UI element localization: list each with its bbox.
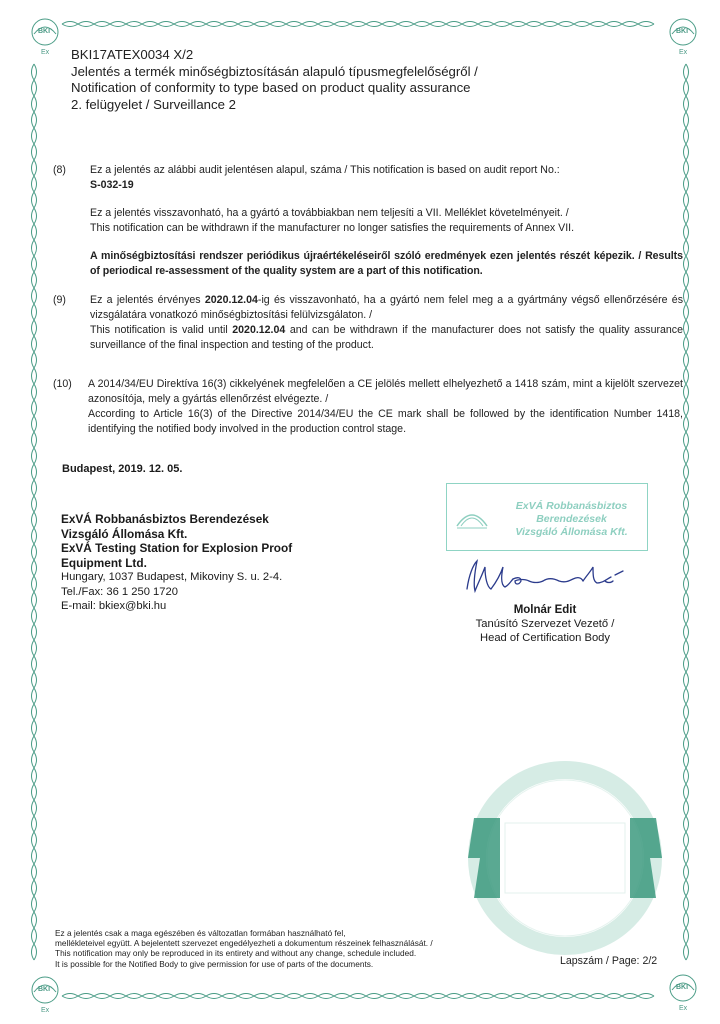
org-name-hu-1: ExVÁ Robbanásbiztos Berendezések [61, 512, 269, 526]
validity-hungarian-post: -ig és visszavonható, ha a gyártó nem felel meg a a gyártmány végső ellenőrzésére és vizsgálatára vonatkozó minőségbiztosítási felülvizsgálaton. / [90, 294, 683, 321]
svg-text:BKI: BKI [38, 986, 51, 993]
svg-text:BKI: BKI [676, 984, 689, 991]
footer-line-1: Ez a jelentés csak a maga egészében és változatlan formában használható fel, [55, 928, 346, 938]
signer-role-en: Head of Certification Body [480, 632, 610, 644]
title-hungarian: Jelentés a termék minőségbiztosításán alapuló típusmegfelelőségről / [71, 63, 478, 79]
svg-text:Ex: Ex [41, 1007, 50, 1014]
section-8 [53, 163, 683, 279]
stamp-logo-icon [453, 504, 491, 532]
org-name-en-1: ExVÁ Testing Station for Explosion Proof [61, 541, 293, 555]
validity-hungarian-pre: Ez a jelentés érvényes [90, 294, 205, 306]
audit-report-number: S-032-19 [90, 179, 134, 191]
section-10 [53, 377, 683, 437]
org-address: Hungary, 1037 Budapest, Mikoviny S. u. 2-4. [61, 571, 283, 583]
surveillance-label: 2. felügyelet / Surveillance 2 [71, 96, 236, 112]
company-stamp [446, 483, 648, 551]
audit-report-line: Ez a jelentés az alábbi audit jelentésen alapul, száma / This notification is based on audit report No.: [90, 164, 560, 176]
page-number: Lapszám / Page: 2/2 [560, 955, 658, 967]
svg-text:BKI: BKI [676, 28, 689, 35]
signer-role-hu: Tanúsító Szervezet Vezető / [475, 618, 615, 630]
stamp-line-1: ExVÁ Robbanásbiztos [515, 500, 628, 512]
section-number: (9) [53, 294, 66, 306]
corner-logo-bottom-right [670, 975, 696, 1012]
footer-line-2: mellékleteivel együtt. A bejelentett szervezet engedélyezheti a dokumentum részeinek felhasználását. / [55, 938, 433, 949]
stamp-line-2: Berendezések [536, 513, 607, 525]
validity-date: 2020.12.04 [204, 294, 258, 306]
svg-text:Ex: Ex [41, 49, 50, 56]
org-name-hu-2: Vizsgáló Állomása Kft. [61, 526, 188, 541]
corner-logo-bottom-left [32, 977, 58, 1014]
section-number: (10) [53, 378, 72, 390]
handwritten-signature [455, 553, 630, 601]
signer-name: Molnár Edit [513, 604, 577, 616]
svg-text:BKI: BKI [38, 28, 51, 35]
document-id: BKI17ATEX0034 X/2 [71, 47, 194, 62]
validity-english-pre: This notification is valid until [90, 324, 233, 336]
section-number: (8) [53, 164, 66, 176]
seal-ribbon-graphic [468, 770, 662, 946]
validity-english-post: and can be withdrawn if the manufacturer does not satisfy the quality assurance surveillance of the final inspection and testing of the product. [90, 324, 683, 351]
document-header [71, 47, 478, 113]
svg-text:Ex: Ex [679, 49, 688, 56]
corner-logo-top-right [670, 19, 696, 56]
organization-block [61, 512, 292, 614]
ce-mark-english: According to Article 16(3) of the Directive 2014/34/EU the CE mark shall be followed by the identification Number 1418, identifying the notified body involved in the production control stage. [88, 408, 683, 435]
corner-logo-top-left [32, 19, 58, 56]
svg-text:Ex: Ex [679, 1005, 688, 1012]
section-9 [53, 293, 683, 353]
stamp-line-3: Vizsgáló Állomása Kft. [515, 526, 628, 538]
org-name-en-2: Equipment Ltd. [61, 555, 147, 570]
reassessment-statement: A minőségbiztosítási rendszer periódikus újraértékeléseiről szóló eredmények ezen jelentés részét képezik. / Results of periodical re-assessment of the quality system are a part of this notification. [90, 250, 683, 277]
footer-line-4: It is possible for the Notified Body to give permission for use of parts of the documents. [55, 958, 374, 969]
withdraw-hungarian: Ez a jelentés visszavonható, ha a gyártó a továbbiakban nem teljesíti a VII. Melléklet követelményeit. / [90, 207, 569, 219]
validity-date-english: 2020.12.04 [232, 324, 286, 336]
place-date: Budapest, 2019. 12. 05. [62, 463, 183, 475]
org-email: E-mail: bkiex@bki.hu [61, 600, 167, 612]
footer-notice [55, 928, 433, 969]
org-phone: Tel./Fax: 36 1 250 1720 [61, 585, 178, 598]
withdraw-english: This notification can be withdrawn if the manufacturer no longer satisfies the requirements of Annex VII. [90, 222, 575, 234]
title-english: Notification of conformity to type based on product quality assurance [71, 80, 471, 95]
footer-line-3: This notification may only be reproduced in its entirety and without any change, schedule included. [55, 948, 417, 959]
ce-mark-hungarian: A 2014/34/EU Direktíva 16(3) cikkelyének megfelelően a CE jelölés mellett elhelyezhető a 1418 szám, mint a kijelölt szervezet azonosítója, mely a gyártás ellenőrzést elvégezte. / [88, 378, 683, 405]
signer-block [465, 603, 625, 645]
